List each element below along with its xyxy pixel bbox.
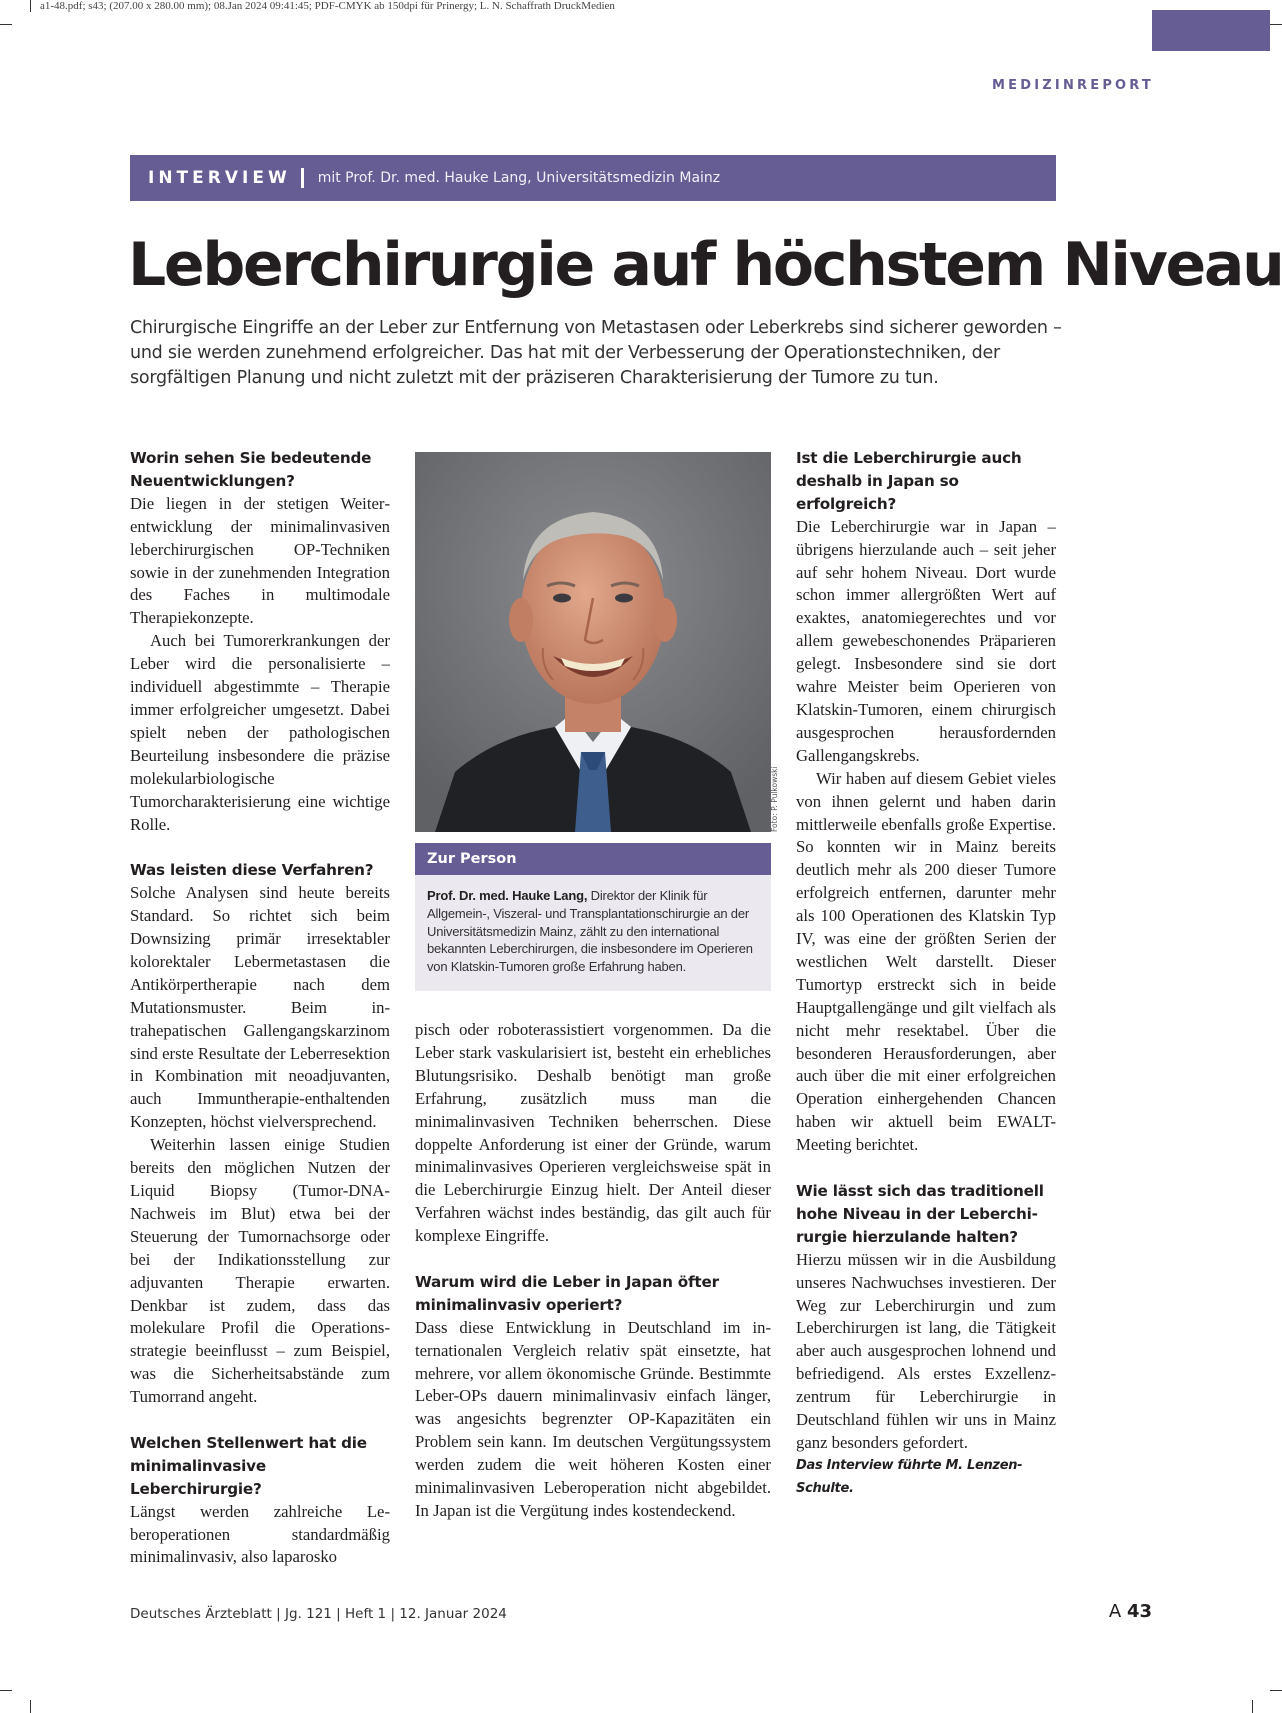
profile-info-box (415, 843, 771, 991)
article-title: Leberchirurgie auf höchstem Niveau (128, 230, 1282, 300)
banner-subtitle: mit Prof. Dr. med. Hauke Lang, Universitätsmedizin Mainz (317, 170, 721, 186)
question-heading: Ist die Leberchirurgie auch deshalb in Japan so erfolgreich? (796, 449, 1022, 513)
answer-paragraph: Weiterhin lassen einige Studien bereits den möglichen Nutzen der Liquid Biopsy (Tumor-DNA-Nachweis im Blut) etwa bei der Steuerung der Tumornachsorge oder bei der Indikationsstellung zur adjuvanten Therapie erwarten. Denkbar ist zudem, dass das molekulare Profil die Operationsstrategie beeinflusst – zum Beispiel, was die Sicherheitsabstände zum Tumorrand angeht. (130, 1135, 390, 1407)
interview-banner (130, 155, 1056, 201)
article-lead: Chirurgische Eingriffe an der Leber zur Entfernung von Metastasen oder Leberkrebs sind sicherer geworden – und sie werden zunehmend erfolgreicher. Das hat mit der Verbesserung der Operationstechniken, der sorgfältigen Planung und nicht zuletzt mit der präziseren Charakterisierung der Tumore zu tun. (130, 318, 1062, 388)
answer-paragraph: Dass diese Entwicklung in Deutschland im internationalen Vergleich relativ spät einsetzte, hat mehrere, vor allem ökonomische Gründe. Bestimmte Leber-OPs dauern minimalinvasiv einfach länger, was angesichts begrenzter OP-Kapazitäten ein Problem sein kann. Im deutschen Vergütungssystem werden zudem die weit höheren Kosten einer minimalinvasiven Leberoperation nicht abgebildet. In Japan ist die Vergütung indes kostendeckend. (415, 1317, 771, 1521)
crop-mark (1252, 1700, 1253, 1713)
page-number-value: 43 (1126, 1601, 1152, 1622)
page-number (1109, 1601, 1152, 1622)
question-heading: Warum wird die Leber in Japan öfter minimalinvasiv operiert? (415, 1272, 719, 1314)
answer-paragraph: Wir haben auf diesem Gebiet vieles von ihnen gelernt und haben darin mittlerweile ebenfalls große Expertise. So konnten wir in Mainz bereits deutlich mehr als 200 dieser Tumore erfolgreich entfernen, darunter mehr als 100 Operationen des Klatskin Typ IV, was eine der größten Serien der westlichen Welt darstellt. Dieser Tumortyp erstreckt sich in beide Hauptgallengänge und gilt vielfach als nicht mehr resektabel. Über die besonderen Herausforderungen, aber auch über die mit einer erfolgreichen Operation einhergehenden Chancen haben wir aktuell beim EWALT-Meeting berichtet. (796, 768, 1056, 1155)
answer-paragraph: Die liegen in der stetigen Weiterentwicklung der minimalinvasiven leberchirurgischen OP-Techniken sowie in der zunehmenden Integration des Faches in multimodale Therapiekonzepte. (130, 493, 390, 628)
info-box-text (415, 875, 771, 976)
question-heading: Welchen Stellenwert hat die minimalinvasive Leberchirurgie? (130, 1433, 367, 1498)
banner-divider (301, 168, 304, 188)
answer-paragraph: pisch oder roboterassistiert vorgenommen. Da die Leber stark vaskularisiert ist, besteht ein erhebliches Blutungsrisiko. Deshalb benötigt man große Erfahrung, zusätzlich muss man die minimalinvasiven Techniken beherrschen. Diese doppelte Anforderung ist einer der Gründe, warum minimalinvasives Operieren vergleichsweise spät in die Leberchirurgie Einzug hielt. Der Anteil dieser Verfahren wächst indes beständig, das gilt auch für komplexe Eingriffe. (415, 1020, 771, 1246)
article-column-3 (796, 447, 1056, 1501)
crop-mark (1270, 24, 1282, 25)
crop-mark (1270, 1690, 1282, 1691)
journal-footer: Deutsches Ärzteblatt | Jg. 121 | Heft 1 | 12. Januar 2024 (130, 1606, 507, 1622)
article-column-2 (415, 1019, 771, 1523)
interview-credit: Das Interview führte M. Lenzen-Schulte. (796, 1457, 1023, 1496)
crop-mark (0, 1690, 12, 1691)
portrait-illustration (415, 452, 771, 832)
answer-paragraph: Auch bei Tumorerkrankungen der Leber wird die personalisierte – individuell abgestimmte – Therapie immer erfolgreicher umgesetzt. Dabei spielt neben der pathologischen Beurteilung insbesondere die präzise molekularbiologische Tumorcharakterisierung eine wichtige Rolle. (130, 631, 390, 834)
question-heading: Worin sehen Sie bedeutende Neuentwicklungen? (130, 449, 372, 490)
banner-kicker: INTERVIEW (148, 168, 291, 188)
info-box-name: Prof. Dr. med. Hauke Lang, (427, 888, 588, 903)
answer-paragraph: Die Leberchirurgie war in Japan – übrigens hierzulande auch – seit jeher auf sehr hohem Niveau. Dort wurde schon immer allergrößten Wert auf exaktes, anatomiegerechtes und vor allem gewebeschonendes Präparieren gelegt. Insbesondere sind sie dort wahre Meister beim Operieren von Klatskin-Tumoren, einem chirurgisch ausgesprochen herausfordernden Gallengangskrebs. (796, 516, 1056, 765)
portrait-photo (415, 452, 771, 832)
crop-mark (0, 24, 12, 25)
page-prefix: A (1108, 1601, 1122, 1622)
question-heading: Was leisten diese Verfahren? (130, 861, 374, 880)
answer-paragraph: Längst werden zahlreiche Leberoperationen standardmäßig minimalinvasiv, also laparosko (130, 1501, 390, 1567)
answer-paragraph: Solche Analysen sind heute bereits Standard. So richtet sich beim Downsizing primär irresektabler kolorektaler Lebermetastasen die Antikörpertherapie nach dem Mutationsmuster. Beim intrahepatischen Gallengangskarzinom sind erste Resultate der Leberresektion in Kombination mit neoadjuvanten, auch Immuntherapie-enthaltenden Konzepten, höchst vielversprechend. (130, 883, 390, 1132)
crop-mark (30, 0, 31, 12)
print-slug: a1-48.pdf; s43; (207.00 x 280.00 mm); 08.Jan 2024 09:41:45; PDF-CMYK ab 150dpi für Prinergy; L. N. Schaffrath DruckMedien (40, 0, 615, 12)
answer-paragraph: Hierzu müssen wir in die Ausbildung unseres Nachwuchses investieren. Der Weg zur Leberchirurgin und zum Leberchirurgen ist lang, die Tätigkeit aber auch ausgesprochen lohnend und befriedigend. Als erstes Exzellenzzentrum für Leberchirurgie in Deutschland fühlen wir uns in Mainz ganz besonders gefordert. (796, 1249, 1056, 1452)
article-column-1 (130, 447, 390, 1569)
info-box-heading: Zur Person (415, 843, 771, 875)
section-color-block (1152, 10, 1270, 51)
section-label: MEDIZINREPORT (992, 78, 1154, 93)
crop-mark (30, 1700, 31, 1713)
photo-credit: Foto: P. Pulkowski (770, 766, 779, 832)
info-box-description: Direktor der Klinik für Allgemein-, Viszeral- und Transplantationschirurgie an der Universitätsmedizin Mainz, zählt zu den international bekannten Leberchirurgen, die insbesondere im Operieren von Klatskin-Tumoren große Erfahrung haben. (427, 888, 753, 975)
question-heading: Wie lässt sich das traditionell hohe Niveau in der Leberchirurgie hierzulande halten? (796, 1181, 1044, 1246)
